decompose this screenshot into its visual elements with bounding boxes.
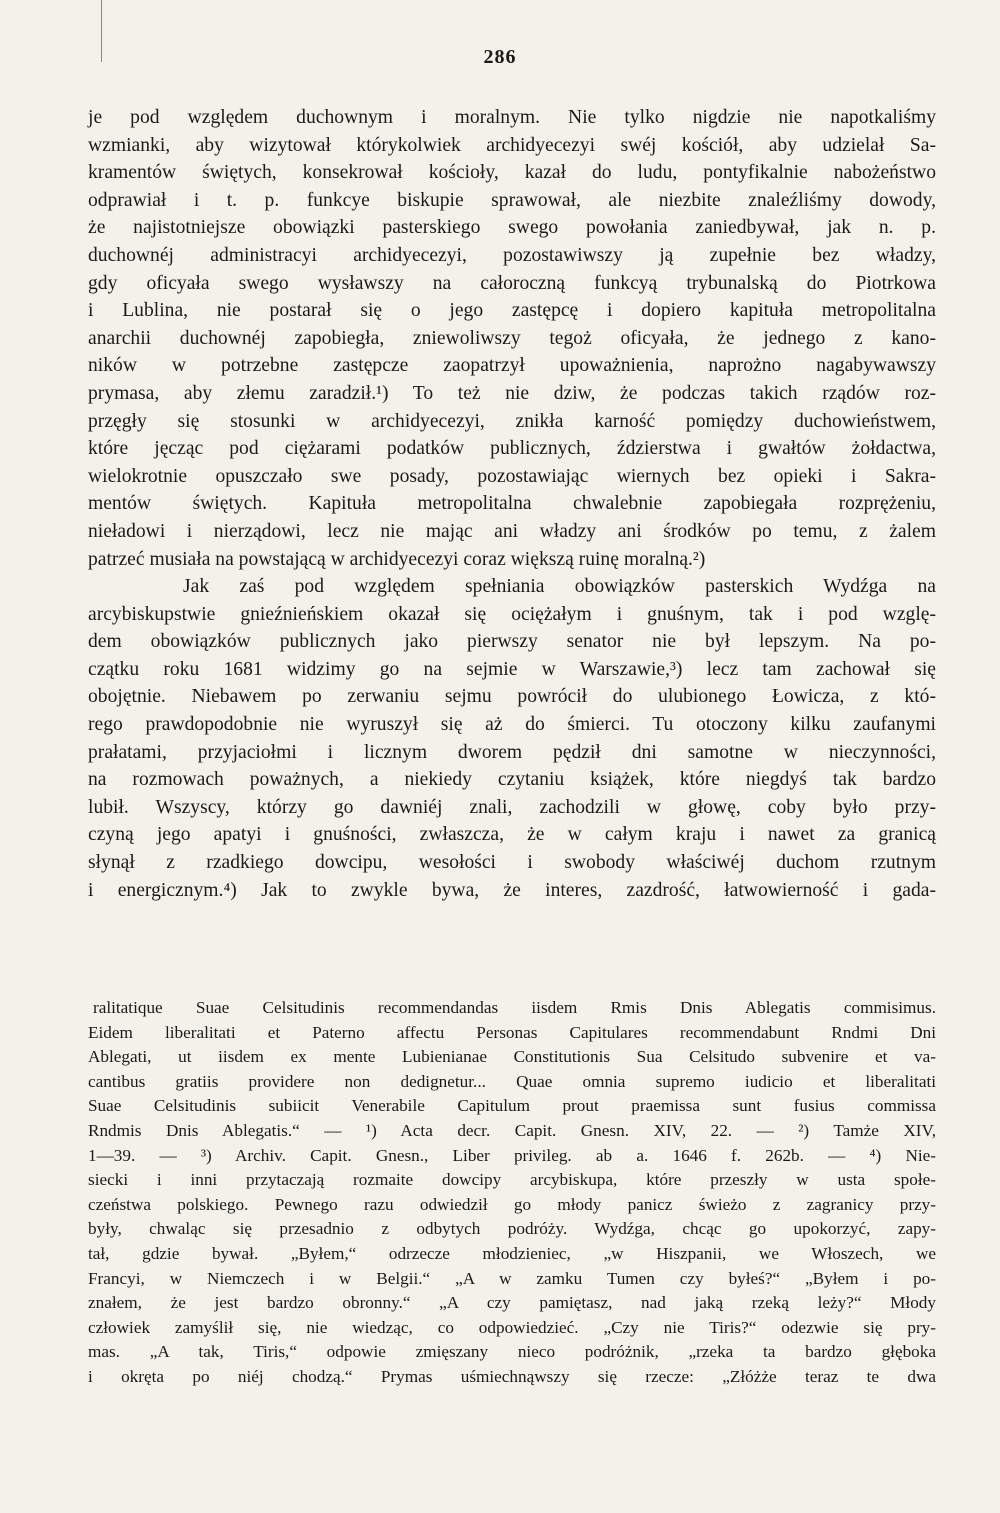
text-line: i energicznym.⁴) Jak to zwykle bywa, że interes, zazdrość, łatwowierność i gada- xyxy=(88,879,936,901)
footnote-line: czeństwa polskiego. Pewnego razu odwiedził go młody panicz świeżo z zagranicy przy- xyxy=(88,1194,936,1214)
text-line: wzmianki, aby wizytował którykolwiek archidyecezyi swéj kościół, aby udzielał Sa- xyxy=(88,134,936,156)
text-line: prałatami, przyjaciołmi i licznym dworem pędził dni samotne w nieczynności, xyxy=(88,741,936,763)
text-line: gdy oficyała swego wysławszy na całoroczną funkcyą trybunalską do Piotrkowa xyxy=(88,272,936,294)
text-line: duchownéj administracyi archidyecezyi, pozostawiwszy ją zupełnie bez władzy, xyxy=(88,244,936,266)
text-line: lubił. Wszyscy, którzy go dawniéj znali, zachodzili w głowę, coby było przy- xyxy=(88,796,936,818)
text-line: kramentów świętych, konsekrował kościoły, kazał do ludu, pontyfikalnie nabożeństwo xyxy=(88,162,936,184)
text-line: że najistotniejsze obowiązki pasterskiego swego powołania zaniedbywał, jak n. p. xyxy=(88,217,936,239)
text-line: patrzeć musiała na powstającą w archidyecezyi coraz większą ruinę moralną.²) xyxy=(88,548,706,570)
text-line: przęgły się stosunki w archidyecezyi, znikła karność pomiędzy duchowieństwem, xyxy=(88,410,936,432)
text-line: czyną jego apatyi i gnuśności, zwłaszcza, że w całym kraju i nawet za granicą xyxy=(88,824,936,846)
main-text xyxy=(88,104,936,904)
text-line: dem obowiązków publicznych jako pierwszy senator nie był lepszym. Na po- xyxy=(88,631,936,653)
footnote-line: mas. „A tak, Tiris,“ odpowie zmięszany nieco podróżnik, „rzeka ta bardzo głęboka xyxy=(88,1342,936,1362)
text-line: obojętnie. Niebawem po zerwaniu sejmu powrócił do ulubionego Łowicza, z któ- xyxy=(88,686,936,708)
text-line: nieładowi i nierządowi, lecz nie mając ani władzy ani środków po temu, z żalem xyxy=(88,520,936,542)
text-line: odprawiał i t. p. funkcye biskupie sprawował, ale niezbite znaleźliśmy dowody, xyxy=(88,189,936,211)
footnote-line: i okręta po niéj chodzą.“ Prymas uśmiechnąwszy się rzecze: „Złóżże teraz te dwa xyxy=(88,1366,936,1386)
text-line: arcybiskupstwie gnieźnieńskiem okazał się ociężałym i gnuśnym, tak i pod wzglę- xyxy=(88,603,936,625)
text-line: które jęcząc pod ciężarami podatków publicznych, ździerstwa i gwałtów żołdactwa, xyxy=(88,438,936,460)
text-line: anarchii duchownéj zapobiegła, zniewoliwszy tegoż oficyała, że jednego z kano- xyxy=(88,327,936,349)
footnote-line: tał, gdzie bywał. „Byłem,“ odrzecze młodzieniec, „w Hiszpanii, we Włoszech, we xyxy=(88,1243,936,1263)
footnote-line: były, chwaląc się przesadnio z odbytych podróży. Wydźga, chcąc go upokorzyć, zapy- xyxy=(88,1219,936,1239)
text-line: mentów świętych. Kapituła metropolitalna chwalebnie zapobiegała rozprężeniu, xyxy=(88,493,936,515)
footnote-line: Rndmis Dnis Ablegatis.“ — ¹) Acta decr. Capit. Gnesn. XIV, 22. — ²) Tamże XIV, xyxy=(88,1120,936,1140)
footnote-line: siecki i inni przytaczają rozmaite dowcipy arcybiskupa, które przeszły w usta społe- xyxy=(88,1170,936,1190)
footnote-line: 1—39. — ³) Archiv. Capit. Gnesn., Liber privileg. ab a. 1646 f. 262b. — ⁴) Nie- xyxy=(88,1145,936,1165)
text-line: prymasa, aby złemu zaradził.¹) To też nie dziw, że podczas takich rządów roz- xyxy=(88,382,936,404)
footnote-line: Francyi, w Niemczech i w Belgii.“ „A w zamku Tumen czy byłeś?“ „Byłem i po- xyxy=(88,1268,936,1288)
text-line: i Lublina, nie postarał się o jego zastępcę i dopiero kapituła metropolitalna xyxy=(88,300,936,322)
footnote-line: cantibus gratiis providere non dedignetur... Quae omnia supremo iudicio et liberalitati xyxy=(88,1071,936,1091)
footnote-line: Eidem liberalitati et Paterno affectu Personas Capitulares recommendabunt Rndmi Dni xyxy=(88,1022,936,1042)
footnote-line: ralitatique Suae Celsitudinis recommendandas iisdem Rmis Dnis Ablegatis commisimus. xyxy=(93,998,936,1017)
footnote-line: człowiek zamyślił się, nie wiedząc, co odpowiedzieć. „Czy nie Tiris?“ odezwie się pry- xyxy=(88,1317,936,1337)
text-line: na rozmowach poważnych, a niekiedy czytaniu książek, które niegdyś tak bardzo xyxy=(88,769,936,791)
text-line: ników w potrzebne zastępcze zaopatrzył upoważnienia, naprożno nagabywawszy xyxy=(88,355,936,377)
text-line: wielokrotnie opuszczało swe posady, pozostawiając wiernych bez opieki i Sakra- xyxy=(88,465,936,487)
footnote-line: Ablegati, ut iisdem ex mente Lubienianae Constitutionis Sua Celsitudo subvenire et va- xyxy=(88,1047,936,1067)
text-line: Jak zaś pod względem spełniania obowiązków pasterskich Wydźga na xyxy=(183,576,936,598)
text-line: je pod względem duchownym i moralnym. Nie tylko nigdzie nie napotkaliśmy xyxy=(88,107,936,128)
footnote-line: znałem, że jest bardzo obronny.“ „A czy pamiętasz, nad jaką rzeką leży?“ Młody xyxy=(88,1293,936,1313)
text-line: słynął z rzadkiego dowcipu, wesołości i swobody właściwéj duchom rzutnym xyxy=(88,852,936,874)
footnote-line: Suae Celsitudinis subiicit Venerabile Capitulum prout praemissa sunt fusius commissa xyxy=(88,1096,936,1116)
text-line: czątku roku 1681 widzimy go na sejmie w Warszawie,³) lecz tam zachował się xyxy=(88,658,936,680)
page-number: 286 xyxy=(483,46,517,68)
footnotes xyxy=(88,996,936,1390)
text-line: rego prawdopodobnie nie wyruszył się aż do śmierci. Tu otoczony kilku zaufanymi xyxy=(88,714,936,736)
